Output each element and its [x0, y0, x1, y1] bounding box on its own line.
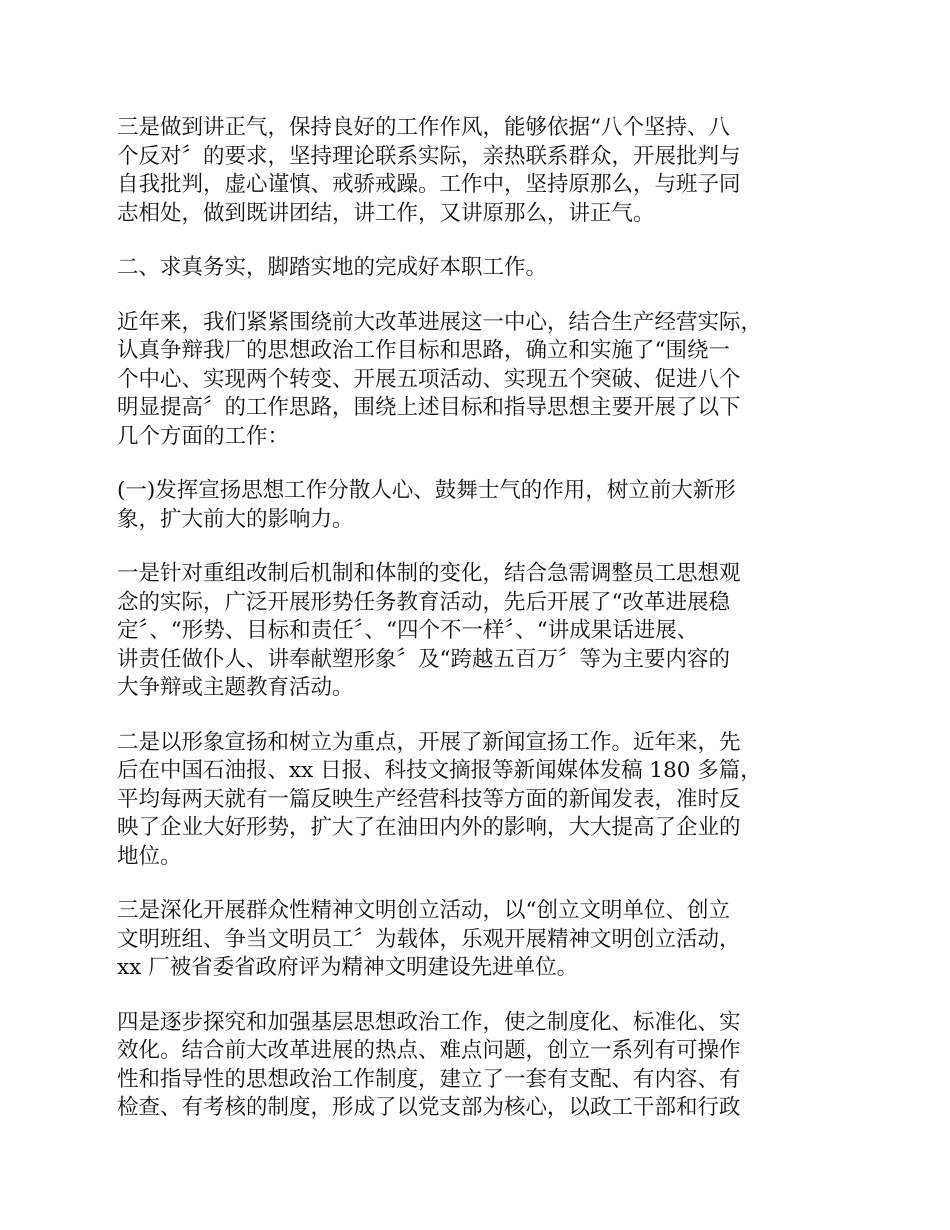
section-heading: [117, 254, 849, 283]
text-line: 个反对〞的要求，坚持理论联系实际，亲热联系群众，开展批判与: [117, 143, 741, 169]
text-line: (一)发挥宣扬思想工作分散人心、鼓舞士气的作用，树立前大新形: [117, 478, 736, 503]
text-line: 念的实际，广泛开展形势任务教育活动，先后开展了“改革进展稳: [117, 589, 730, 615]
paragraph: [117, 729, 849, 872]
text-line: 三是做到讲正气，保持良好的工作作风，能够依据“八个坚持、八: [117, 115, 730, 140]
text-line: 文明班组、争当文明员工〞为载体，乐观开展精神文明创立活动，: [117, 926, 741, 952]
text-line: 近年来，我们紧紧围绕前大改革进展这一中心，结合生产经营实际，: [117, 309, 763, 335]
text-line: 检查、有考核的制度，形成了以党支部为核心，以政工干部和行政: [117, 1095, 741, 1120]
text-line: 定〞、“形势、目标和责任〞、“四个不一样〞、“讲成果话进展、: [117, 618, 699, 643]
paragraph: [117, 1009, 849, 1123]
text-line: 讲责任做仆人、讲奉献塑形象〞及“跨越五百万〞等为主要内容的: [117, 646, 730, 672]
text-line: 大争辩或主题教育活动。: [117, 675, 354, 700]
paragraph: [117, 309, 849, 452]
text-line: 象，扩大前大的影响力。: [117, 506, 354, 532]
text-line: 三是深化开展群众性精神文明创立活动，以“创立文明单位、创立: [117, 898, 730, 923]
text-line: 地位。: [117, 843, 182, 869]
document-body: [117, 114, 849, 1149]
text-line: 一是针对重组改制后机制和体制的变化，结合急需调整员工思想观: [117, 561, 741, 586]
text-line: 认真争辩我厂的思想政治工作目标和思路，确立和实施了“围绕一: [117, 338, 730, 363]
text-line: 自我批判，虚心谨慎、戒骄戒躁。工作中，坚持原那么，与班子同: [117, 172, 741, 197]
text-line: 几个方面的工作：: [117, 423, 290, 449]
text-line: 后在中国石油报、xx 日报、科技文摘报等新闻媒体发稿 180 多篇，: [117, 758, 762, 783]
text-line: 志相处，做到既讲团结，讲工作，又讲原那么，讲正气。: [117, 200, 655, 226]
text-line: 明显提高〞的工作思路，围绕上述目标和指导思想主要开展了以下: [117, 395, 741, 420]
text-line: xx 厂被省委省政府评为精神文明建设先进单位。: [117, 955, 579, 980]
text-line: 二是以形象宣扬和树立为重点，开展了新闻宣扬工作。近年来，先: [117, 729, 741, 755]
paragraph: [117, 897, 849, 983]
text-line: 二、求真务实，脚踏实地的完成好本职工作。: [117, 255, 548, 280]
text-line: 个中心、实现两个转变、开展五项活动、实现五个突破、促进八个: [117, 366, 741, 392]
subsection-heading: [117, 477, 849, 534]
paragraph: [117, 114, 849, 228]
paragraph: [117, 560, 849, 703]
text-line: 平均每两天就有一篇反映生产经营科技等方面的新闻发表，准时反: [117, 786, 741, 812]
text-line: 映了企业大好形势，扩大了在油田内外的影响，大大提高了企业的: [117, 815, 741, 840]
text-line: 性和指导性的思想政治工作制度，建立了一套有支配、有内容、有: [117, 1066, 741, 1092]
text-line: 四是逐步探究和加强基层思想政治工作，使之制度化、标准化、实: [117, 1009, 741, 1035]
text-line: 效化。结合前大改革进展的热点、难点问题，创立一系列有可操作: [117, 1038, 741, 1063]
